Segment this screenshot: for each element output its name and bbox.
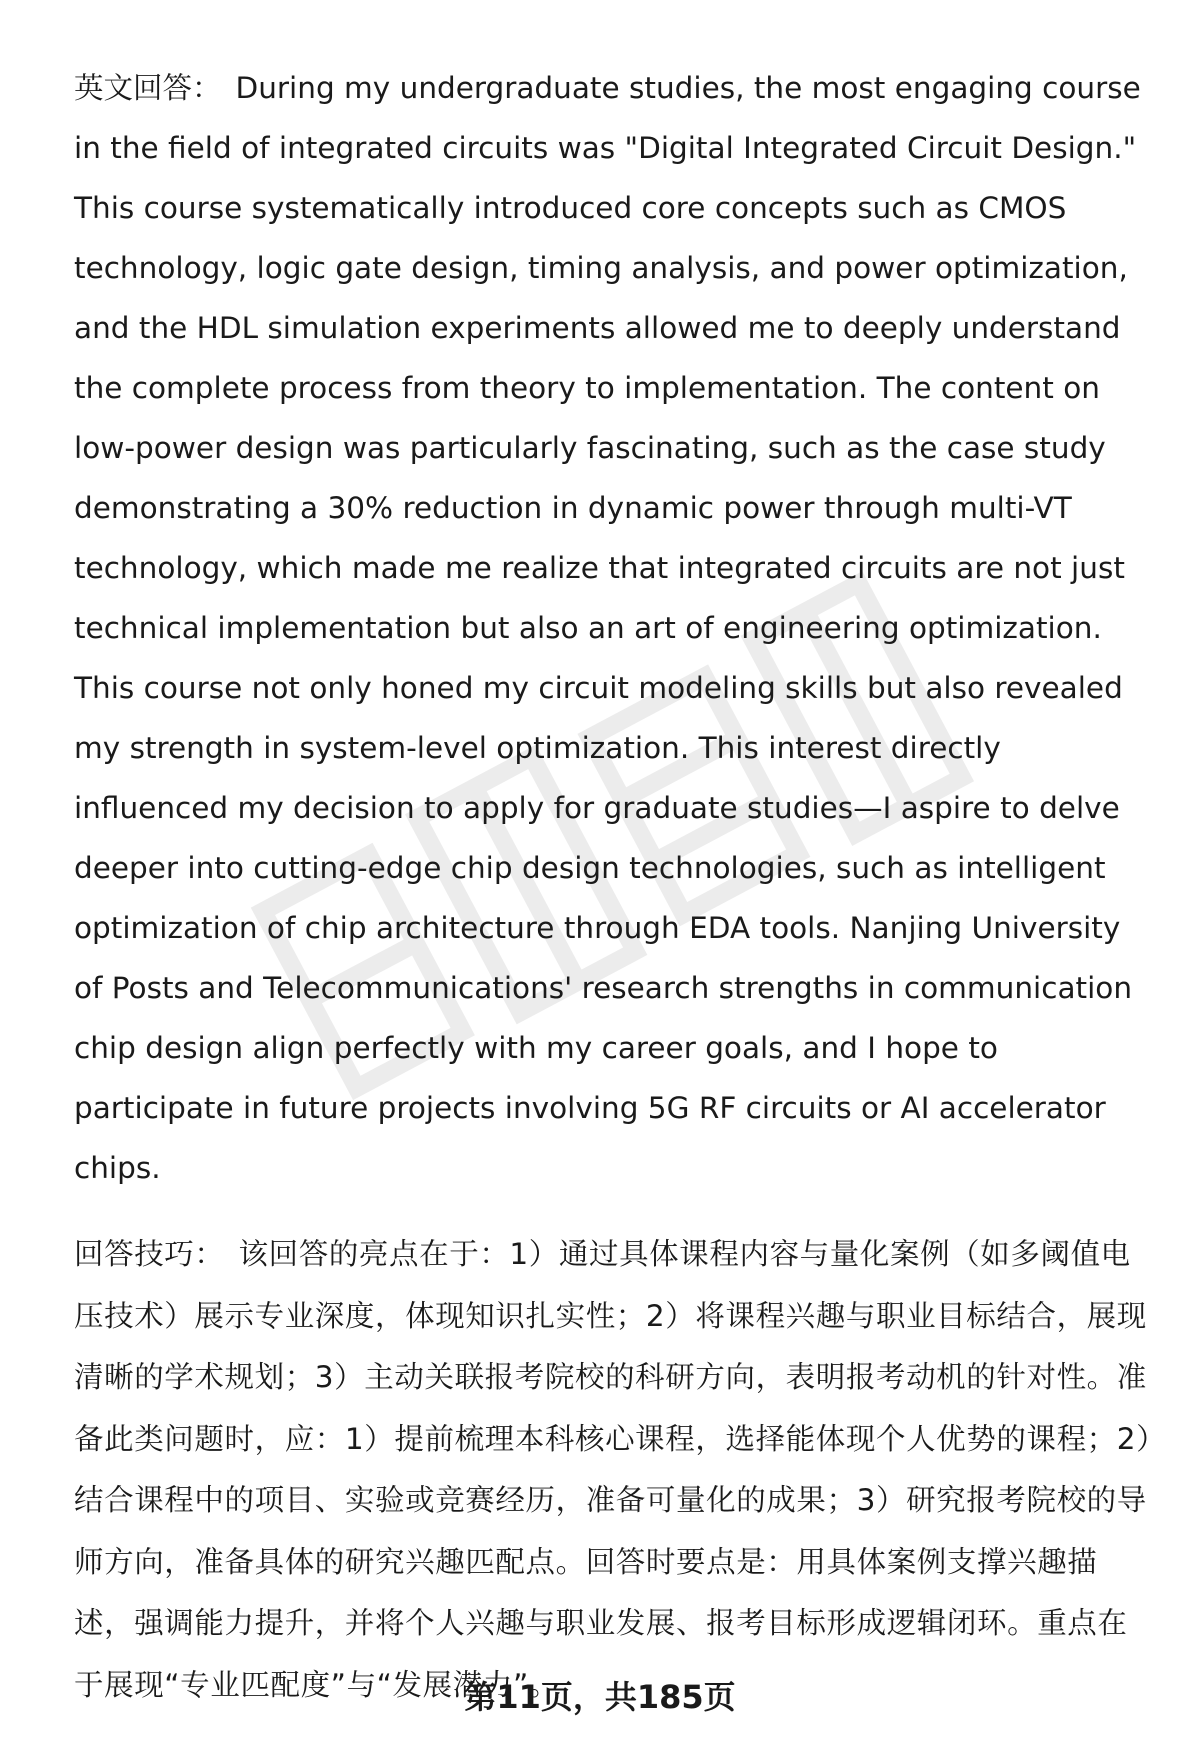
page-footer xyxy=(0,1672,1200,1718)
english-answer-paragraph xyxy=(74,58,1156,1198)
main-content xyxy=(74,58,1156,1716)
answer-tips-label: 回答技巧： xyxy=(74,1237,225,1271)
page-indicator: 第11页，共185页 xyxy=(464,1678,736,1716)
answer-tips-paragraph xyxy=(74,1224,1156,1716)
english-answer-text: During my undergraduate studies, the most engaging course in the field of integrated circuits was "Digital Integrated Circuit Design." This course systematically introduced core concepts such as CMOS technology, logic gate design, timing analysis, and power optimization, and the HDL simulation experiments allowed me to deeply understand the complete process from theory to implementation. The content on low-power design was particularly fascinating, such as the case study demonstrating a 30% reduction in dynamic power through multi-VT technology, which made me realize that integrated circuits are not just technical implementation but also an art of engineering optimization. This course not only honed my circuit modeling skills but also revealed my strength in system-level optimization. This interest directly influenced my decision to apply for graduate studies—I aspire to delve deeper into cutting-edge chip design technologies, such as intelligent optimization of chip architecture through EDA tools. Nanjing University of Posts and Telecommunications' research strengths in communication chip design align perfectly with my career goals, and I hope to participate in future projects involving 5G RF circuits or AI accelerator chips. xyxy=(74,71,1141,1185)
english-answer-label: 英文回答： xyxy=(74,71,222,105)
answer-tips-text: 该回答的亮点在于：1）通过具体课程内容与量化案例（如多阈值电压技术）展示专业深度，体现知识扎实性；2）将课程兴趣与职业目标结合，展现清晰的学术规划；3）主动关联报考院校的科研方向，表明报考动机的针对性。准备此类问题时，应：1）提前梳理本科核心课程，选择能体现个人优势的课程；2）结合课程中的项目、实验或竞赛经历，准备可量化的成果；3）研究报考院校的导师方向，准备具体的研究兴趣匹配点。回答时要点是：用具体案例支撑兴趣描述，强调能力提升，并将个人兴趣与职业发展、报考目标形成逻辑闭环。重点在于展现“专业匹配度”与“发展潜力”。 xyxy=(74,1237,1152,1702)
